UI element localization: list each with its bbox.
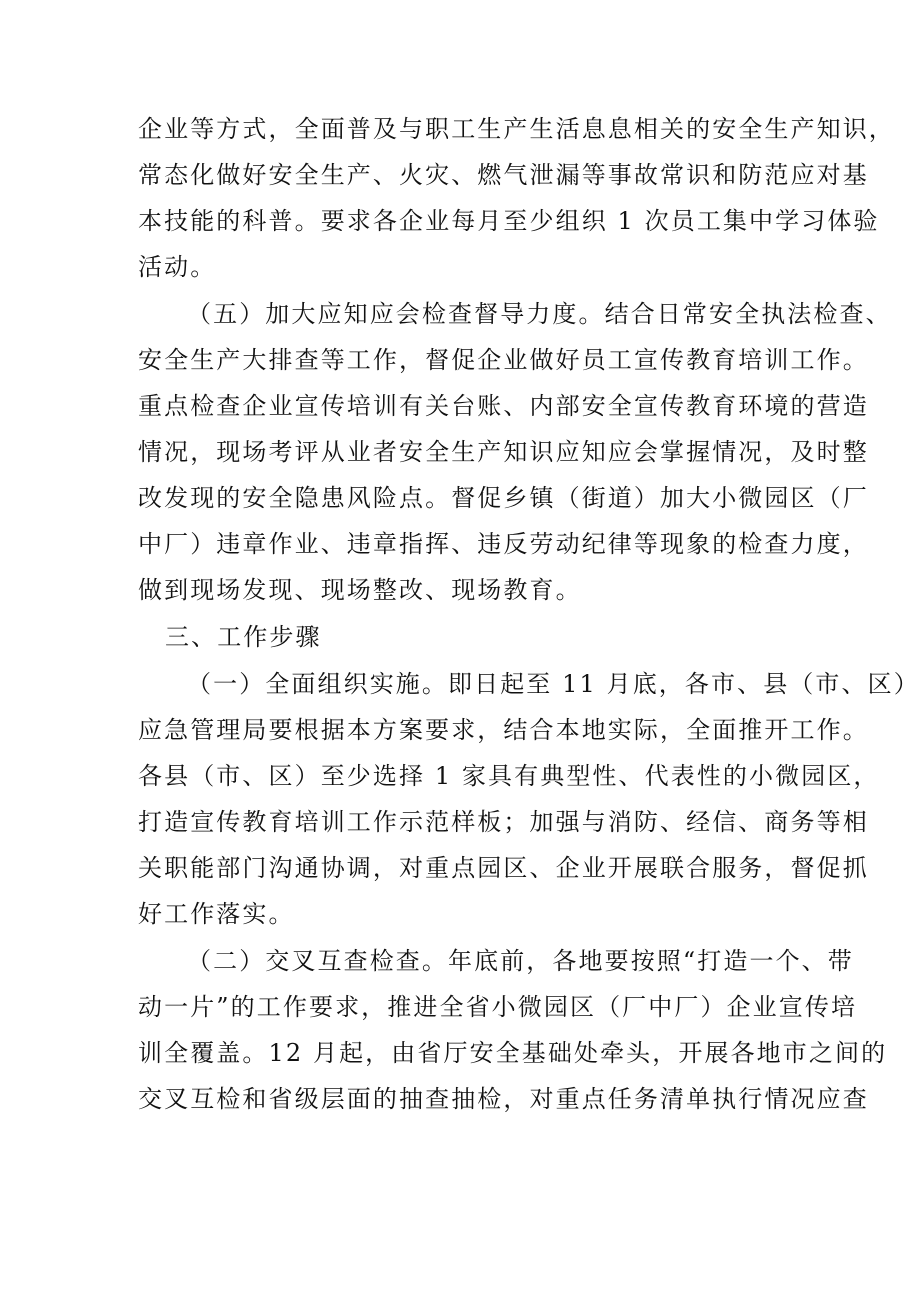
paragraph-line: 企业等方式，全面普及与职工生产生活息息相关的安全生产知识， [138, 115, 895, 143]
paragraph-line: 本技能的科普。要求各企业每月至少组织 1 次员工集中学习体验 [138, 207, 880, 235]
paragraph-line: 训全覆盖。12 月起，由省厅安全基础处牵头，开展各地市之间的 [138, 1039, 888, 1067]
paragraph-line: 情况，现场考评从业者安全生产知识应知应会掌握情况，及时整 [138, 438, 869, 466]
paragraph-line: 做到现场发现、现场整改、现场教育。 [138, 576, 582, 604]
paragraph-line: （二）交叉互查检查。年底前，各地要按照“打造一个、带 [187, 947, 854, 975]
paragraph-line: 交叉互检和省级层面的抽查抽检，对重点任务清单执行情况应查 [138, 1085, 869, 1113]
paragraph-line: 安全生产大排查等工作，督促企业做好员工宣传教育培训工作。 [138, 346, 869, 374]
paragraph-line: 动一片”的工作要求，推进全省小微园区（厂中厂）企业宣传培 [138, 993, 858, 1021]
section-heading: 三、工作步骤 [165, 623, 322, 651]
paragraph-line: 打造宣传教育培训工作示范样板；加强与消防、经信、商务等相 [138, 808, 869, 836]
paragraph-line: 应急管理局要根据本方案要求，结合本地实际，全面推开工作。 [138, 716, 869, 744]
paragraph-line: 各县（市、区）至少选择 1 家具有典型性、代表性的小微园区， [138, 762, 880, 790]
paragraph-line: 中厂）违章作业、违章指挥、违反劳动纪律等现象的检查力度， [138, 530, 869, 558]
paragraph-line: 关职能部门沟通协调，对重点园区、企业开展联合服务，督促抓 [138, 854, 869, 882]
paragraph-line: 好工作落实。 [138, 900, 295, 928]
paragraph-line: （一）全面组织实施。即日起至 11 月底，各市、县（市、区） [187, 670, 920, 698]
paragraph-line: 活动。 [138, 253, 217, 281]
paragraph-line: （五）加大应知应会检查督导力度。结合日常安全执法检查、 [187, 300, 892, 328]
paragraph-line: 重点检查企业宣传培训有关台账、内部安全宣传教育环境的营造 [138, 392, 869, 420]
paragraph-line: 改发现的安全隐患风险点。督促乡镇（街道）加大小微园区（厂 [138, 484, 869, 512]
paragraph-line: 常态化做好安全生产、火灾、燃气泄漏等事故常识和防范应对基 [138, 161, 869, 189]
